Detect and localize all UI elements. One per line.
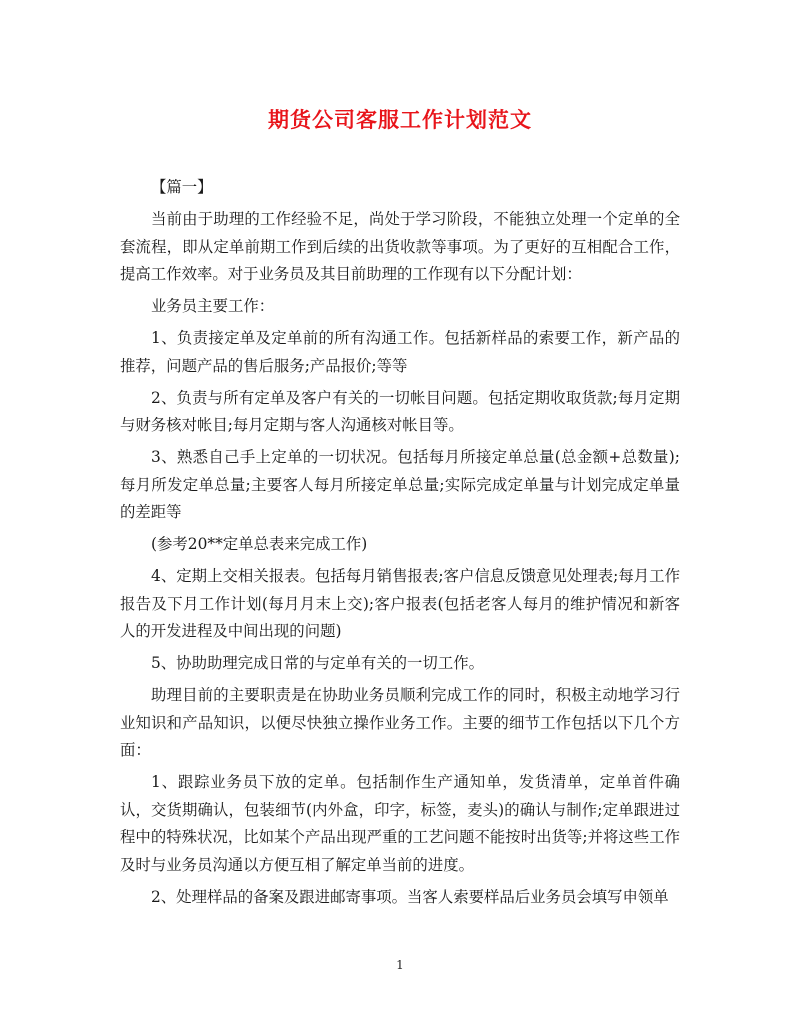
paragraph: (参考20**定单总表来完成工作)	[151, 535, 368, 553]
paragraph: 4、定期上交相关报表。包括每月销售报表;客户信息反馈意见处理表;每月工作报告及下月工作计划(每月月末上交);客户报表(包括老客人每月的维护情况和新客人的开发进程及中间出现的问题)	[120, 567, 680, 640]
paragraph: 2、负责与所有定单及客户有关的一切帐目问题。包括定期收取货款;每月定期与财务核对帐目;每月定期与客人沟通核对帐目等。	[120, 388, 680, 434]
paragraph: 助理目前的主要职责是在协助业务员顺利完成工作的同时，积极主动地学习行业知识和产品知识，以便尽快独立操作业务工作。主要的细节工作包括以下几个方面：	[120, 686, 680, 759]
paragraph: 2、处理样品的备案及跟进邮寄事项。当客人索要样品后业务员会填写申领单	[151, 887, 669, 906]
document-body	[120, 174, 680, 911]
paragraph: 5、协助助理完成日常的与定单有关的一切工作。	[151, 654, 484, 672]
paragraph: 业务员主要工作：	[151, 297, 275, 315]
page-number: 1	[396, 958, 404, 972]
paragraph: 当前由于助理的工作经验不足，尚处于学习阶段，不能独立处理一个定单的全套流程，即从定单前期工作到后续的出货收款等事项。为了更好的互相配合工作，提高工作效率。对于业务员及其目前助理的工作现有以下分配计划：	[120, 210, 680, 283]
section-heading: 【篇一】	[151, 178, 213, 196]
paragraph: 1、跟踪业务员下放的定单。包括制作生产通知单，发货清单，定单首件确认，交货期确认，包装细节(内外盒，印字，标签，麦头)的确认与制作;定单跟进过程中的特殊状况，比如某个产品出现严重的工艺问题不能按时出货等;并将这些工作及时与业务员沟通以方便互相了解定单当前的进度。	[120, 773, 680, 874]
paragraph: 1、负责接定单及定单前的所有沟通工作。包括新样品的索要工作，新产品的推荐，问题产品的售后服务;产品报价;等等	[120, 329, 680, 375]
document-title: 期货公司客服工作计划范文	[268, 107, 532, 132]
paragraph: 3、熟悉自己手上定单的一切状况。包括每月所接定单总量(总金额+总数量);每月所发定单总量;主要客人每月所接定单总量;实际完成定单量与计划完成定单量的差距等	[120, 448, 680, 521]
